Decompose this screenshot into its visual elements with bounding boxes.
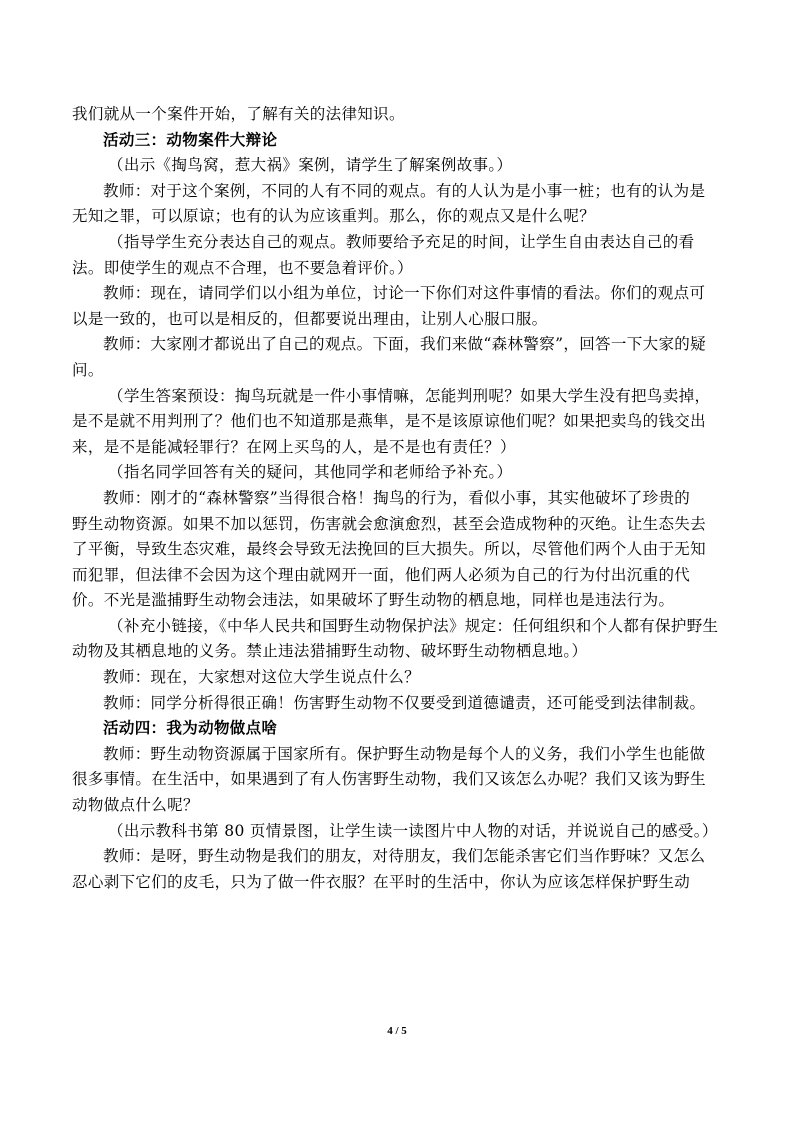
paragraph-line: （出示教科书第 80 页情景图，让学生读一读图片中人物的对话，并说说自己的感受。） [108, 821, 718, 840]
paragraph-line: 问。 [72, 360, 104, 379]
paragraph-line: 了平衡，导致生态灾难，最终会导致无法挽回的巨大损失。所以，尽管他们两个人由于无知 [72, 540, 707, 559]
paragraph-line: 而犯罪，但法律不会因为这个理由就网开一面，他们两人必须为自己的行为付出沉重的代 [72, 565, 691, 584]
paragraph-line: （指导学生充分表达自己的观点。教师要给予充足的时间，让学生自由表达自己的看 [108, 232, 695, 251]
paragraph-line: 是不是就不用判刑了？他们也不知道那是燕隼，是不是该原谅他们呢？如果把卖鸟的钱交出 [72, 412, 707, 431]
paragraph-line: 野生动物资源。如果不加以惩罚，伤害就会愈演愈烈，甚至会造成物种的灭绝。让生态失去 [72, 514, 707, 533]
paragraph-line: （出示《掏鸟窝，惹大祸》案例，请学生了解案例故事。） [108, 156, 513, 175]
paragraph-line: 很多事情。在生活中，如果遇到了有人伤害野生动物，我们又该怎么办呢？我们又该为野生 [72, 770, 707, 789]
section-heading: 活动四：我为动物做点啥 [103, 719, 278, 738]
paragraph-line: 动物做点什么呢？ [72, 796, 199, 815]
paragraph-line: 无知之罪，可以原谅；也有的认为应该重判。那么，你的观点又是什么呢？ [72, 207, 596, 226]
paragraph-line: 动物及其栖息地的义务。禁止违法猎捕野生动物、破坏野生动物栖息地。） [72, 642, 588, 661]
page-number: 4 / 5 [387, 1025, 407, 1037]
paragraph-line: （学生答案预设：掏鸟玩就是一件小事情嘛，怎能判刑呢？如果大学生没有把鸟卖掉， [108, 386, 711, 405]
section-heading: 活动三：动物案件大辩论 [103, 130, 278, 149]
paragraph-line: 教师：刚才的“森林警察”当得很合格！掏鸟的行为，看似小事，其实他破坏了珍贵的 [103, 488, 691, 507]
paragraph-line: 来，是不是能减轻罪行？在网上买鸟的人，是不是也有责任？） [72, 437, 516, 456]
paragraph-line: 教师：对于这个案例，不同的人有不同的观点。有的人认为是小事一桩；也有的认为是 [103, 181, 706, 200]
paragraph-line: 我们就从一个案件开始，了解有关的法律知识。 [72, 105, 405, 123]
document-body [72, 102, 722, 895]
paragraph-line: 法。即使学生的观点不合理，也不要急着评价。） [72, 258, 413, 277]
paragraph-line: （补充小链接，《中华人民共和国野生动物保护法》规定：任何组织和个人都有保护野生 [108, 616, 719, 635]
paragraph-line: 以是一致的，也可以是相反的，但都要说出理由，让别人心服口服。 [72, 309, 548, 328]
paragraph-line: 忍心剥下它们的皮毛，只为了做一件衣服？在平时的生活中，你认为应该怎样保护野生动 [72, 872, 691, 891]
paragraph-line: 教师：同学分析得很正确！伤害野生动物不仅要受到道德谴责，还可能受到法律制裁。 [103, 693, 706, 712]
paragraph-line: 教师：现在，大家想对这位大学生说点什么？ [103, 668, 421, 687]
paragraph-line: 价。不光是滥捕野生动物会违法，如果破坏了野生动物的栖息地，同样也是违法行为。 [72, 591, 675, 610]
paragraph-line: 教师：大家刚才都说出了自己的观点。下面，我们来做“森林警察”，回答一下大家的疑 [103, 335, 707, 354]
paragraph-line: 教师：野生动物资源属于国家所有。保护野生动物是每个人的义务，我们小学生也能做 [103, 744, 706, 763]
paragraph-line: （指名同学回答有关的疑问，其他同学和老师给予补充。） [108, 463, 513, 482]
paragraph-line: 教师：现在，请同学们以小组为单位，讨论一下你们对这件事情的看法。你们的观点可 [103, 284, 706, 303]
paragraph-line: 教师：是呀，野生动物是我们的朋友，对待朋友，我们怎能杀害它们当作野味？又怎么 [103, 847, 706, 866]
